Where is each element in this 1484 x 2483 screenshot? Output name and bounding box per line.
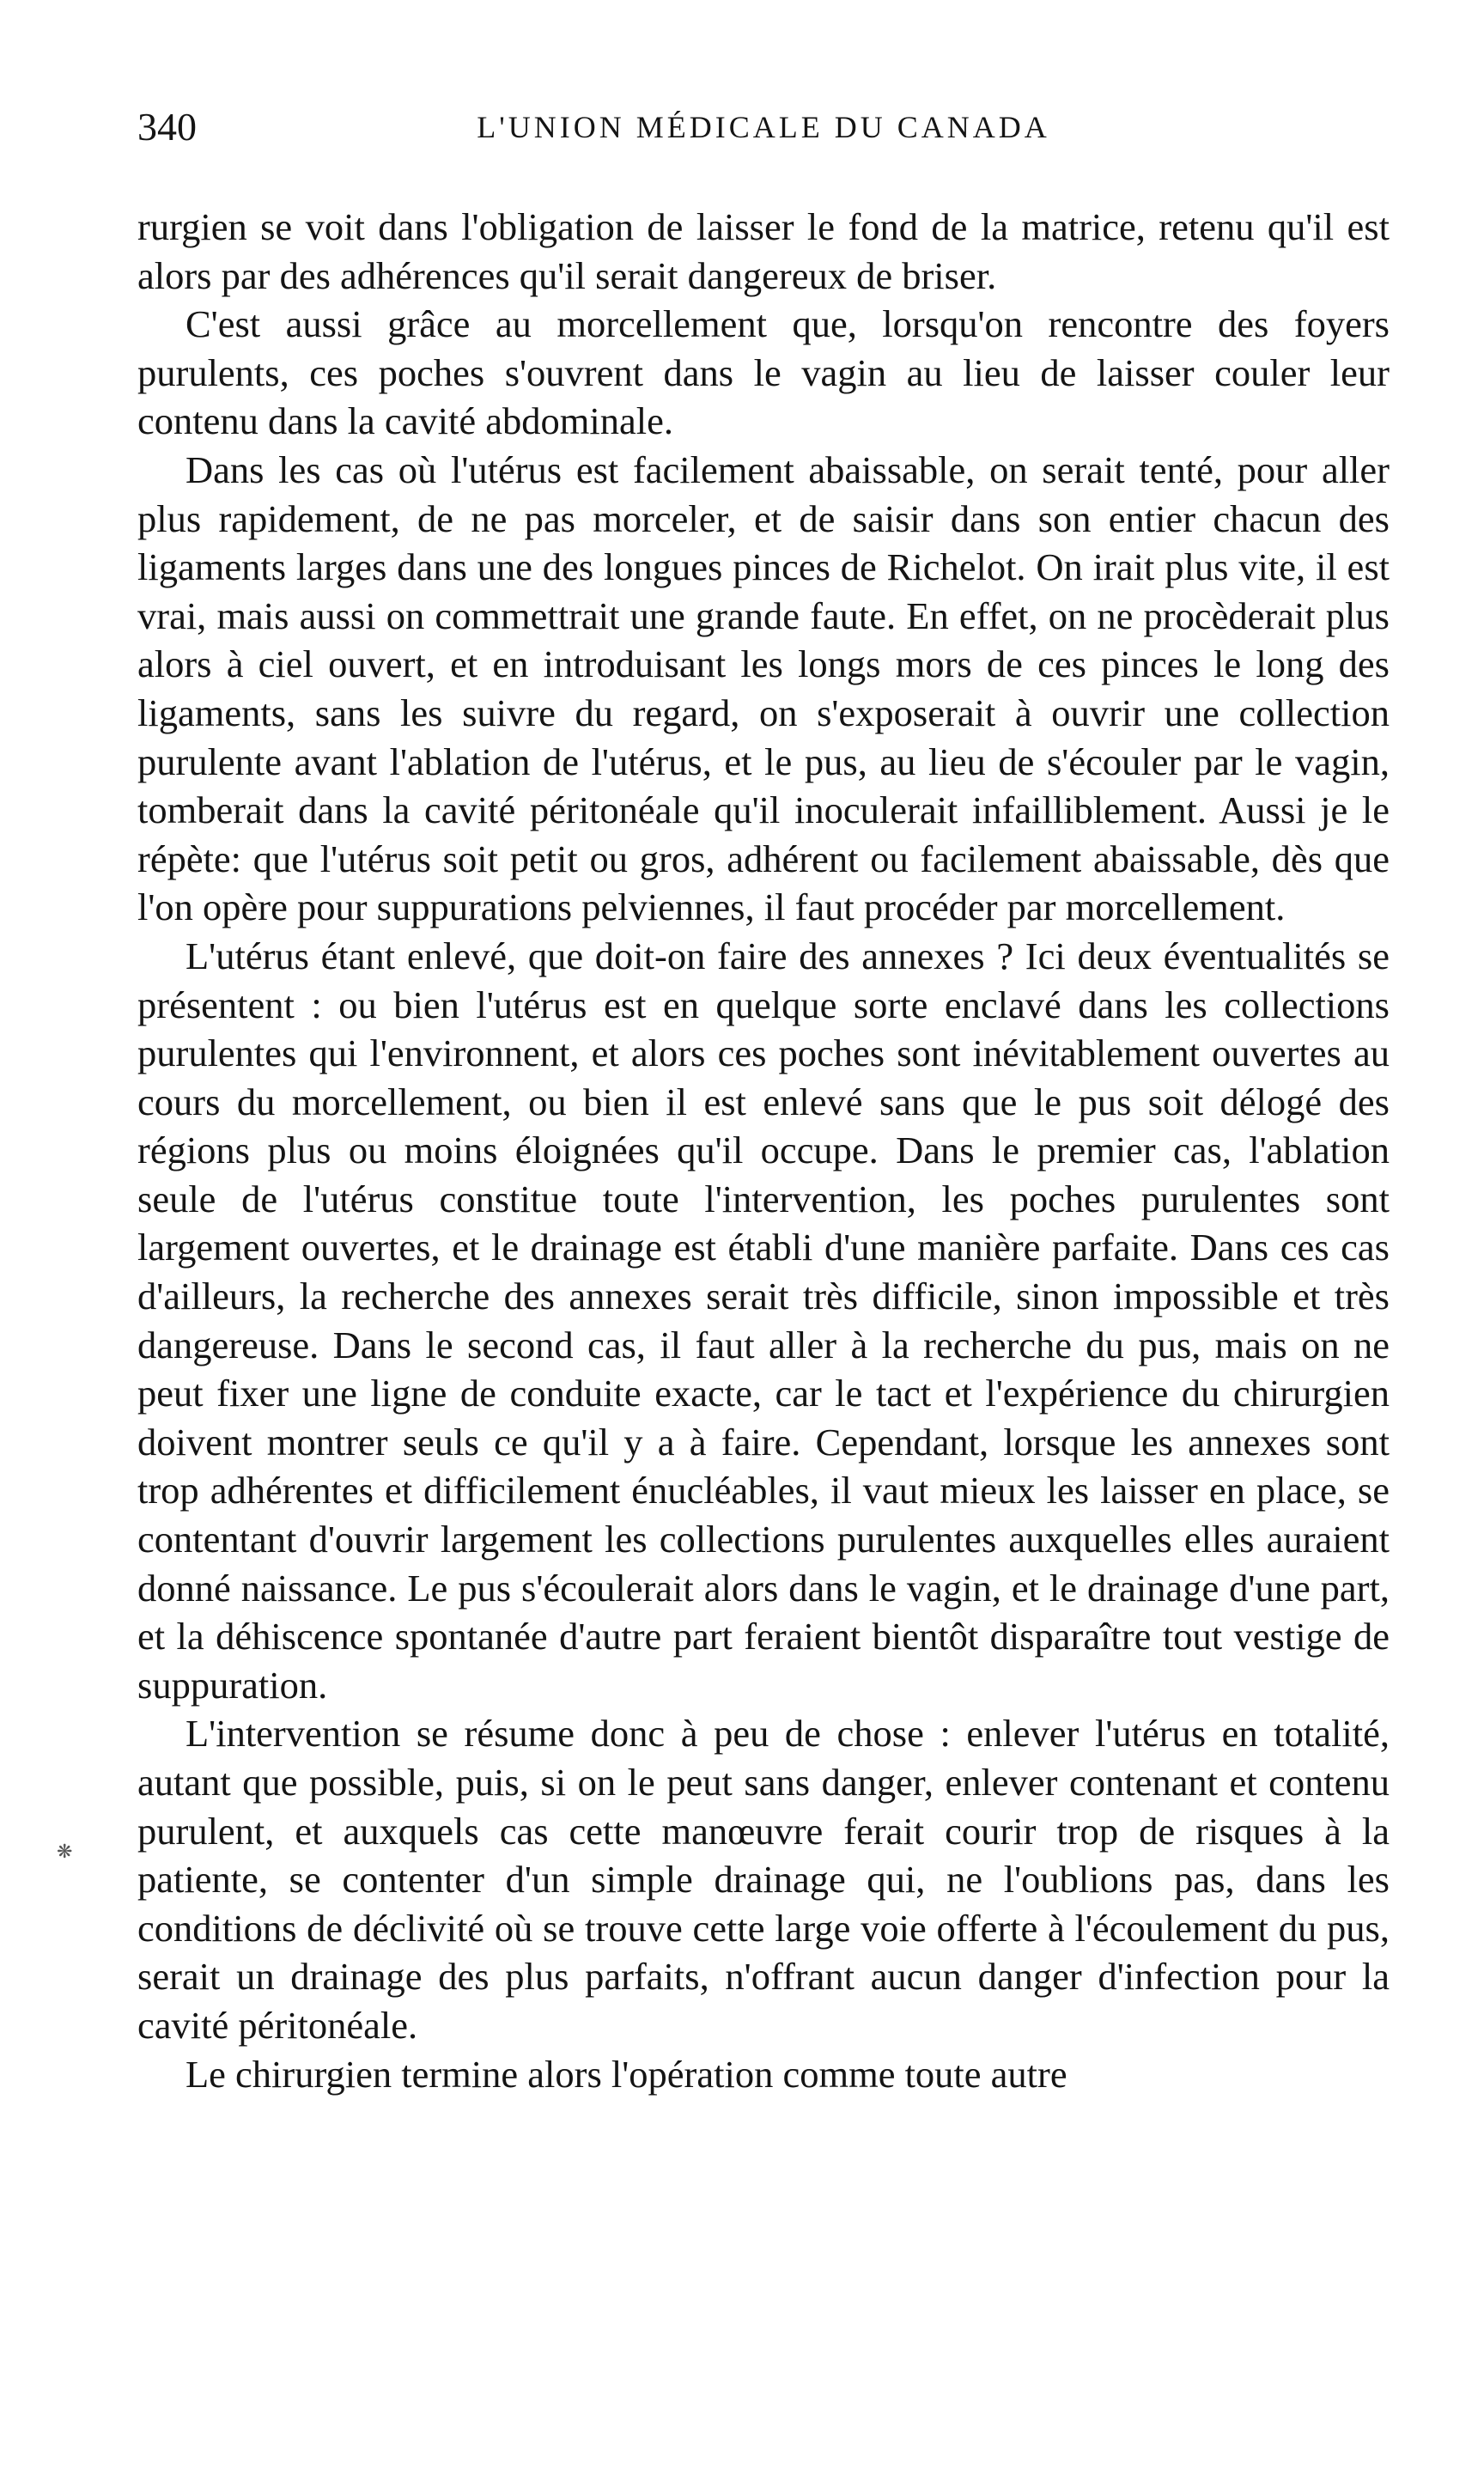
body-text [137, 203, 1390, 2098]
running-title: L'UNION MÉDICALE DU CANADA [477, 110, 1050, 144]
document-page [137, 101, 1390, 2455]
margin-speck-icon: ❋ [57, 1841, 73, 1862]
paragraph-conclusion: Le chirurgien termine alors l'opération comme toute autre [186, 2052, 1067, 2096]
paragraph-continuation: rurgien se voit dans l'obligation de laisser le fond de la matrice, retenu qu'il est alors par des adhérences qu'il serait dangereux de briser. [137, 205, 1390, 297]
paragraph-intervention-summary: L'intervention se résume donc à peu de chose : enlever l'utérus en totalité, autant que possible, puis, si on le peut sans danger, enlever contenant et contenu purulent, et auxquels cas cette manœuvre ferait courir trop de risques à la patiente, se contenter d'un simple drainage qui, ne l'oublions pas, dans les conditions de déclivité où se trouve cette large voie offerte à l'écoulement du pus, serait un drainage des plus parfaits, n'offrant aucun danger d'infection pour la cavité péritonéale. [137, 1712, 1390, 2047]
paragraph-purulent-foci: C'est aussi grâce au morcellement que, lorsqu'on rencontre des foyers purulents, ces poches s'ouvrent dans le vagin au lieu de laisser couler leur contenu dans la cavité abdominale. [137, 302, 1390, 443]
paragraph-annexes: L'utérus étant enlevé, que doit-on faire des annexes ? Ici deux éventualités se présentent : ou bien l'utérus est en quelque sorte enclavé dans les collections purulentes qui l'environnent, et alors ces poches sont inévitablement ouvertes au cours du morcellement, ou bien il est enlevé sans que le pus soit délogé des régions plus ou moins éloignées qu'il occupe. Dans le premier cas, l'ablation seule de l'utérus constitue toute l'intervention, les poches purulentes sont largement ouvertes, et le drainage est établi d'une manière parfaite. Dans ces cas d'ailleurs, la recherche des annexes serait très difficile, sinon impossible et très dangereuse. Dans le second cas, il faut aller à la recherche du pus, mais on ne peut fixer une ligne de conduite exacte, car le tact et l'expérience du chirurgien doivent montrer seuls ce qu'il y a à faire. Cependant, lorsque les annexes sont trop adhérentes et difficilement énucléables, il vaut mieux les laisser en place, se contentant d'ouvrir largement les collections purulentes auxquelles elles auraient donné naissance. Le pus s'écoulerait alors dans le vagin, et le drainage d'une part, et la déhiscence spontanée d'autre part feraient bientôt disparaître tout vestige de suppuration. [137, 934, 1390, 1707]
running-head [137, 101, 1390, 158]
page-number: 340 [137, 105, 197, 149]
paragraph-abaissable-uterus: Dans les cas où l'utérus est facilement abaissable, on serait tenté, pour aller plus rapidement, de ne pas morceler, et de saisir dans son entier chacun des ligaments larges dans une des longues pinces de Richelot. On irait plus vite, il est vrai, mais aussi on commettrait une grande faute. En effet, on ne procèderait plus alors à ciel ouvert, et en introduisant les longs mors de ces pinces le long des ligaments, sans les suivre du regard, on s'exposerait à ouvrir une collection purulente avant l'ablation de l'utérus, et le pus, au lieu de s'écouler par le vagin, tomberait dans la cavité péritonéale qu'il inoculerait infailliblement. Aussi je le répète: que l'utérus soit petit ou gros, adhérent ou facilement abaissable, dès que l'on opère pour suppurations pelviennes, il faut procéder par morcellement. [137, 447, 1390, 929]
